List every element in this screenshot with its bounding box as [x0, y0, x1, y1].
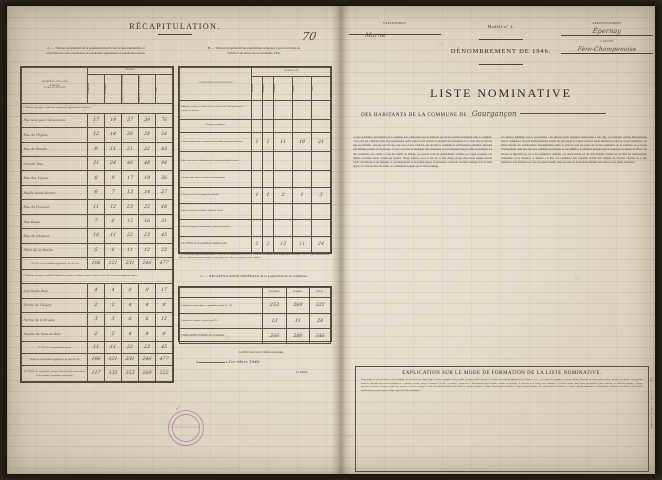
instructions-column-2: Les maisons inhabitées dont le recensement a été effectué seront également mentionnées à leur rang. Les individus résidant habituellement dans la commune et qui sont momentanément absents lors du passage de l'agent recenseur seront néanmoins portés sur la liste nominative. Les élèves internes des établissements d'enseignement public et privé ne sont pas portés sur la liste nominative de la commune où se trouve l'établissement, mais sur celle de la commune de résidence de leur famille. Les militaires présents sous les drapeaux, les marins de l'État et les détenus ne figureront pas sur la liste nominative ordinaire ; ils seront inscrits sur des états distincts, dressés par les chefs des établissements d'utilisation ou de détention, et annexés à la liste. Les conditions dans lesquelles doivent être remplies les diverses colonnes de la liste nominative sont indiquées au verso du présent feuillet, ainsi que dans les instructions destinées aux maires et aux agents recenseurs.: [501, 136, 647, 164]
place-name: Grande Rue: [23, 161, 44, 166]
cell-value: 17: [126, 175, 134, 181]
cell-value: 22: [126, 345, 134, 350]
cell-value: 45: [160, 233, 168, 239]
cell-value: 231: [125, 357, 136, 362]
category-label: Élèves internes des établissements d'enseignement public et privé: [181, 159, 239, 162]
cell-value: 19: [143, 175, 151, 181]
table-a: [21, 67, 173, 382]
col-hameaux: HAMEAUX: [49, 84, 60, 87]
table-row: [22, 156, 173, 170]
cell-value: 8: [111, 218, 116, 224]
col-group-nombre-de: NOMBRE DE: [284, 70, 299, 73]
cell-value: 24: [316, 318, 324, 324]
cell-value: 280: [292, 333, 303, 339]
table-row: [22, 113, 173, 127]
cell-value: 23: [126, 204, 134, 210]
cell-value: 12: [92, 132, 100, 138]
place-name: Ferme de la Brosse: [23, 317, 56, 322]
cell-value: 11: [294, 318, 302, 324]
category-label: Ouvriers logés dans les chantiers et baraquements: [181, 177, 226, 180]
table-row: [180, 119, 331, 133]
report-row: [22, 354, 173, 366]
cell-value: 21: [92, 161, 100, 167]
cell-value: 6: [111, 247, 116, 253]
table-b-header-row: [180, 68, 331, 77]
table-row: [22, 200, 173, 214]
cell-value: 28: [143, 132, 151, 138]
col-b-maisons: maisons: [252, 84, 255, 93]
cell-value: 8: [94, 175, 99, 181]
cell-value: 22: [143, 146, 151, 152]
left-page: [16, 6, 334, 474]
right-page: [347, 6, 655, 474]
section-b-heading: B. — Tableau récapitulatif des populations comptées à part et exclues de l'article 2 du décret du 22 novembre 1945.: [178, 46, 330, 55]
cell-value: 6: [94, 190, 99, 196]
cell-value: 23: [160, 247, 168, 253]
cell-value: 7: [94, 218, 99, 224]
canton-value: Fère-Champenoise: [576, 45, 637, 53]
section-b-heading-line2: l'article 2 du décret du 22 novembre 1945.: [227, 50, 281, 55]
cell-value: 121: [108, 357, 119, 362]
table-row: [22, 284, 173, 298]
table-row: [22, 327, 173, 342]
block-ii-label: II. Maisons, ménages et individus habitant les quartiers, villages, hameaux, écarts et lieux dits, formant la population éparse :: [23, 274, 139, 277]
place-name: Ruelle Saint-Martin: [23, 190, 56, 195]
cell-value: 11: [126, 247, 134, 253]
place-name: Moulin de Sous-le-Bois: [23, 331, 62, 336]
table-row: [22, 313, 173, 327]
cell-value: 269: [142, 371, 152, 376]
cell-value: 12: [143, 247, 151, 253]
cell-value: 3: [319, 192, 323, 198]
table-row: [22, 171, 173, 185]
cell-value: 13: [279, 241, 287, 247]
table-row: [180, 203, 331, 219]
cell-value: 266: [269, 333, 280, 339]
cell-value: 46: [126, 161, 134, 167]
category-label: Ouvriers étrangers à la commune, occupés sur chantiers: [181, 226, 231, 229]
cell-value: 26: [126, 132, 134, 138]
table-row: [180, 133, 331, 152]
total-iii-row: [22, 366, 173, 382]
table-row: [180, 171, 331, 187]
total-iv-row: [180, 236, 331, 252]
table-row: [22, 214, 173, 228]
section-a-heading-line2: répartition de cette population en population agglomérée et population éparse.: [46, 50, 146, 55]
cell-value: 13: [126, 190, 134, 196]
cell-value: 4: [111, 288, 116, 294]
cell-value: 11: [109, 233, 117, 239]
commune-value: Gourgançon: [471, 110, 517, 118]
cell-value: 1: [255, 139, 260, 145]
cell-value: 15: [126, 218, 134, 224]
stamp-signature: ✓: [173, 403, 183, 415]
section-b-footnote: (1) Les personnes logées habituellement à l'extérieur des établissements de l'article 2 doivent être inscrites dans la population municipale, et celles logées habituellement dans ces établissements sont comptées à part seulement si elles ne sont pas recensées ailleurs.: [179, 254, 329, 260]
cell-value: 106: [91, 357, 102, 362]
total-i-label: I. TOTAL de la population agglomérée au chef-lieu: [30, 261, 80, 265]
cell-value: 1: [300, 192, 304, 198]
col-b-total: total: [312, 86, 314, 91]
place-name: Les Hauts Bois: [23, 288, 49, 293]
cell-value: 10: [92, 233, 100, 239]
section-b-heading-line1: Tableau récapitulatif des populations comptées à part et exclues de: [215, 46, 301, 50]
certify-signature-label: Le Maire,: [296, 370, 308, 374]
section-c-heading-text: RÉCAPITULATION GÉNÉRALE de la population de la commune.: [209, 274, 308, 278]
cell-value: 246: [142, 357, 152, 362]
col-c-hommes: HOMMES: [269, 290, 280, 293]
table-row: [22, 185, 173, 199]
cell-value: 253: [269, 303, 280, 308]
place-name: Place de la Mairie: [23, 248, 54, 253]
canton-label: CANTON: [600, 39, 614, 43]
cell-value: 4: [94, 288, 99, 294]
cell-value: 22: [126, 233, 134, 239]
category-label: Détenus administratifs et personnels des établissements pénitentiaires: [181, 140, 243, 143]
cell-value: 17: [160, 288, 168, 294]
page-number: 70: [300, 30, 318, 43]
cell-value: 43: [160, 146, 168, 152]
cell-value: 7: [111, 190, 116, 196]
col-ecarts: ÉCARTS ET LIEUX DITS: [43, 87, 66, 90]
table-a-wrapper: [20, 66, 174, 383]
explication-body: Chaque ligne ne portera qu'une seule inscription, de telle sorte que chaque page renferme cinquante noms, ni plus, ni moins, sauf la dernière. Les noms d'acteurs des tableaux de la Colonne 1 et 2. — Les noms des quartiers, sections, villages, hameaux ou écarts seront écrits de manière à se trouver en regard des noms des individus qui sont les habitants de ce quartier, section, village ou hameau. On doit, en principe, commencer le dénombrement par la partie centrale ou principale, le chef-lieu ou le bourg, de la commune, et inscrire ensuite, dans l'ordre qui paraîtra le plus commode, les différents quartiers, villages, hameaux et écarts. Le numéro d'ordre des maisons, celui des ménages et celui des individus doivent être portés en colonnes distinctes. Chaque maison porte un numéro, chaque ménage habitant cette maison porte un numéro, et chaque individu composant ce ménage porte également un numéro, cette dernière numérotation recommençant à chaque page de la liste nominative.: [361, 379, 643, 392]
cell-value: 3: [94, 317, 99, 323]
cell-value: 19: [109, 117, 117, 123]
cell-value: 8: [128, 288, 133, 294]
table-row: [22, 243, 173, 257]
place-name: Rue de l'Église: [23, 132, 49, 137]
col-total: total: [156, 86, 158, 91]
col-menages: de ménages: [105, 83, 108, 95]
cell-value: 106: [91, 261, 102, 267]
cell-value: 9: [94, 146, 99, 152]
col-b-femmes: femmes: [293, 84, 296, 92]
cell-value: 8: [162, 331, 166, 337]
cell-value: 231: [125, 261, 136, 267]
report-label: Report de la population agglomérée au chef-lieu (I): [30, 357, 80, 361]
cell-value: 23: [143, 233, 151, 239]
table-b-wrapper: [178, 66, 332, 254]
cell-value: 8: [162, 302, 166, 308]
table-row: [180, 220, 331, 236]
section-a-label: A.: [47, 46, 51, 50]
table-b: [179, 67, 331, 253]
cell-value: 16: [143, 218, 151, 224]
departement-value: Marne: [364, 32, 387, 39]
cell-value: 23: [143, 345, 151, 350]
section-b-label: B.: [207, 46, 211, 50]
col-categories-population: CATÉGORIES DE POPULATION: [198, 82, 233, 85]
stamp-text: MAIRIE DE GOURGANÇON: [172, 426, 200, 429]
cell-value: 2: [255, 241, 260, 247]
total-iii-label: III. TOTAL de la population comptée dans les limites du territoire de la commune (population municipale): [24, 369, 86, 377]
table-row: [180, 314, 331, 329]
cell-value: 11: [109, 345, 117, 350]
cell-value: 2: [266, 241, 271, 247]
cell-value: 25: [143, 204, 151, 210]
table-row: [22, 298, 173, 312]
cell-value: 522: [314, 303, 325, 308]
row-label: Population comptée à part (total IV): [181, 319, 218, 323]
cell-value: 21: [317, 139, 325, 145]
cell-value: 10: [298, 139, 306, 145]
cell-value: 117: [91, 371, 102, 376]
total-iv-label: IV. TOTAL de la population comptée à part: [181, 242, 227, 246]
cell-value: 9: [111, 175, 116, 181]
section-a-heading: A. — Tableau récapitulatif de la population inscrite sur la liste nominative et répartition de cette population en population agglomérée et population éparse.: [20, 46, 172, 55]
certify-date-label: le: [225, 360, 228, 364]
place-name: Rue Georges Clemenceau: [23, 118, 66, 122]
place-name: Rue du Château: [23, 233, 50, 238]
cell-value: 2: [281, 192, 285, 198]
cell-value: 269: [292, 303, 303, 308]
cell-value: 14: [109, 132, 117, 138]
cell-value: 132: [108, 371, 119, 376]
row-label: POPULATION TOTALE de la commune: [181, 334, 225, 338]
modele-number: Modèle n° 2.: [487, 24, 515, 29]
section-c-label: C.: [200, 274, 204, 278]
explication-title: EXPLICATION SUR LE MODE DE FORMATION DE LA LISTE NOMINATIVE.: [402, 371, 602, 376]
cell-value: 522: [159, 371, 169, 376]
recapitulation-title: RÉCAPITULATION.: [129, 22, 221, 31]
liste-nominative-title: LISTE NOMINATIVE: [430, 86, 572, 100]
explication-box: [355, 366, 649, 472]
cell-value: 94: [160, 161, 168, 167]
cell-value: 14: [143, 190, 151, 196]
cell-value: 4: [145, 331, 149, 337]
certification-block: [196, 350, 326, 374]
place-name: Rue des Vignes: [23, 175, 49, 180]
cell-value: 1: [266, 192, 271, 198]
category-label: Militaires, marins des armées de terre, de mer et de l'air logés dans les casernes et quartiers: [181, 106, 243, 112]
cell-value: 13: [271, 318, 278, 324]
cell-value: 24: [109, 161, 117, 167]
cell-value: 11: [92, 204, 100, 210]
table-row: [22, 128, 173, 142]
total-ii-row: [22, 342, 173, 354]
cell-value: 121: [108, 261, 119, 267]
cell-value: 17: [92, 117, 100, 123]
cell-value: 48: [160, 204, 168, 210]
row-label: Population municipale ou population totale (I + II): [181, 303, 233, 307]
cell-value: 12: [160, 317, 168, 323]
category-label: Bateliers ayant leur résidence habituelle à bord: [181, 209, 223, 212]
cell-value: 27: [160, 190, 168, 196]
col-c-total: TOTAL: [316, 290, 324, 293]
table-a-header-row: [22, 68, 173, 75]
cell-value: 48: [143, 161, 151, 167]
certify-line: Certifié exact par le Maire soussigné,: [238, 350, 284, 354]
cell-value: 39: [143, 117, 151, 123]
certify-place-label: À: [196, 360, 199, 364]
category-label: Personnes sans abri et population flottante: [181, 193, 219, 196]
paper-sheet: [7, 6, 655, 474]
cell-value: 4: [145, 302, 149, 308]
place-name: Rue du Moulin: [23, 146, 48, 151]
place-name: Ferme de Chigny: [23, 302, 52, 307]
cell-value: 2: [111, 302, 116, 308]
departement-label: DÉPARTEMENT: [383, 22, 407, 25]
place-name: Rue du Pressoir: [23, 204, 50, 209]
cell-value: 477: [159, 357, 169, 362]
liste-subtitle: DES HABITANTS DE LA COMMUNE DE: [361, 112, 468, 118]
cell-value: 9: [145, 288, 149, 294]
total-i-row: [22, 258, 173, 270]
denombrement-rule-bottom: [479, 64, 523, 65]
cell-value: 11: [279, 139, 287, 145]
col-b-hommes: hommes: [274, 84, 277, 93]
liste-subtitle-row: [361, 110, 641, 118]
mairie-stamp-icon: [168, 410, 204, 446]
cell-value: 2: [94, 302, 99, 308]
cell-value: 4: [128, 302, 133, 308]
col-masculin: d'individus de sexe masculin: [122, 75, 125, 103]
col-feminin: d'individus de sexe féminin: [139, 75, 142, 102]
cell-value: 37: [126, 117, 134, 123]
arrondissement-value: Épernay: [592, 27, 622, 35]
table-row: [180, 298, 331, 314]
cell-value: 3: [111, 317, 116, 323]
cell-value: 546: [314, 333, 325, 339]
total-ii-label: II. TOTAL de la population éparse: [38, 345, 72, 349]
table-c: [179, 287, 331, 344]
col-b-menages: ménages: [263, 84, 266, 93]
section-a-heading-line1: Tableau récapitulatif de la population inscrite sur la liste nominative et: [55, 46, 145, 50]
cell-value: 21: [126, 146, 134, 152]
arrondissement-field: [561, 22, 653, 54]
table-row: [180, 100, 331, 119]
block-i-label-row: [22, 103, 173, 113]
cell-value: 4: [128, 331, 133, 337]
table-c-wrapper: [178, 286, 332, 342]
cell-value: 1: [255, 192, 260, 198]
denombrement-title: DÉNOMBREMENT DE 1946.: [450, 48, 552, 55]
table-row: [22, 229, 173, 243]
cell-value: 5: [94, 247, 99, 253]
cell-value: 36: [160, 175, 168, 181]
cell-value: 6: [128, 317, 133, 323]
block-i-label: I. Maisons, ménages et individus composant l'agglomération chef-lieu :: [23, 106, 92, 110]
cell-value: 12: [109, 204, 117, 210]
table-row: [180, 152, 331, 171]
cell-value: 45: [160, 345, 168, 350]
cell-value: 246: [142, 261, 152, 267]
title-underline: [158, 34, 192, 35]
cell-value: 24: [317, 241, 325, 247]
cell-value: 477: [159, 261, 169, 267]
certify-date-value: 1er Mars 1946: [228, 359, 260, 364]
cell-value: 11: [92, 345, 100, 350]
table-row: [180, 187, 331, 203]
block-ii-label-row: [22, 270, 173, 284]
cell-value: 54: [160, 132, 168, 138]
cell-value: 2: [94, 331, 99, 337]
category-label: Hospices et hôpitaux: [206, 124, 225, 127]
arrondissement-label: ARRONDISSEMENT: [592, 22, 622, 25]
cell-value: 6: [145, 317, 149, 323]
table-row: [180, 329, 331, 344]
col-quartiers-villages: QUARTIERS, VILLAGES: [41, 80, 68, 83]
cell-value: 1: [266, 139, 271, 145]
cell-value: 2: [111, 331, 116, 337]
section-c-heading: C. — RÉCAPITULATION GÉNÉRALE de la population de la commune.: [200, 274, 308, 278]
denombrement-rule-top: [479, 39, 523, 40]
table-row: [22, 142, 173, 156]
place-name: Rue Basse: [23, 219, 41, 224]
cell-value: 11: [109, 146, 117, 152]
cell-value: 76: [160, 117, 168, 123]
cell-value: 253: [125, 371, 136, 376]
cell-value: 11: [298, 241, 306, 247]
col-maisons: de maisons: [88, 83, 91, 95]
instructions-column-1: La liste nominative des habitants de la commune doit comprendre tous les habitants qui ont leur résidence habituelle dans la commune, c'est-à-dire qui y habitent d'une façon permanente, qu'ils soient ou non présents au moment du recensement. Il y a donc lieu d'y inscrire tous les individus, quel que soit leur âge, leur sexe ou leur condition, qui ont dans la commune un établissement permanent, ainsi que les habitants présents ou de passage, et il n'y a pas lieu de distinguer entre nationaux ou ressortissants français, alliés ou étrangers. La liste nominative sera établie à l'aide des feuilles de ménage, qui doivent avoir été préalablement vérifiées par l'agent recenseur. Les feuilles recueillies seront classées par quartier, village, hameau, écart ou lieu dit, et dans chaque groupe elles seront rangées suivant l'ordre des maisons et des ménages. Il est indispensable de ne jamais séparer les personnes composant un même ménage et de les faire figurer à la suite les unes des autres, en commençant toujours par le chef de ménage.: [353, 136, 492, 168]
table-c-header-row: [180, 288, 331, 298]
cell-value: 31: [160, 218, 168, 224]
col-c-femmes: FEMMES: [293, 290, 303, 293]
printer-imprint: Imprimerie Nationale — Modèle n° 2 — 1946: [650, 376, 653, 428]
col-group-nombre: NOMBRE: [125, 69, 136, 72]
